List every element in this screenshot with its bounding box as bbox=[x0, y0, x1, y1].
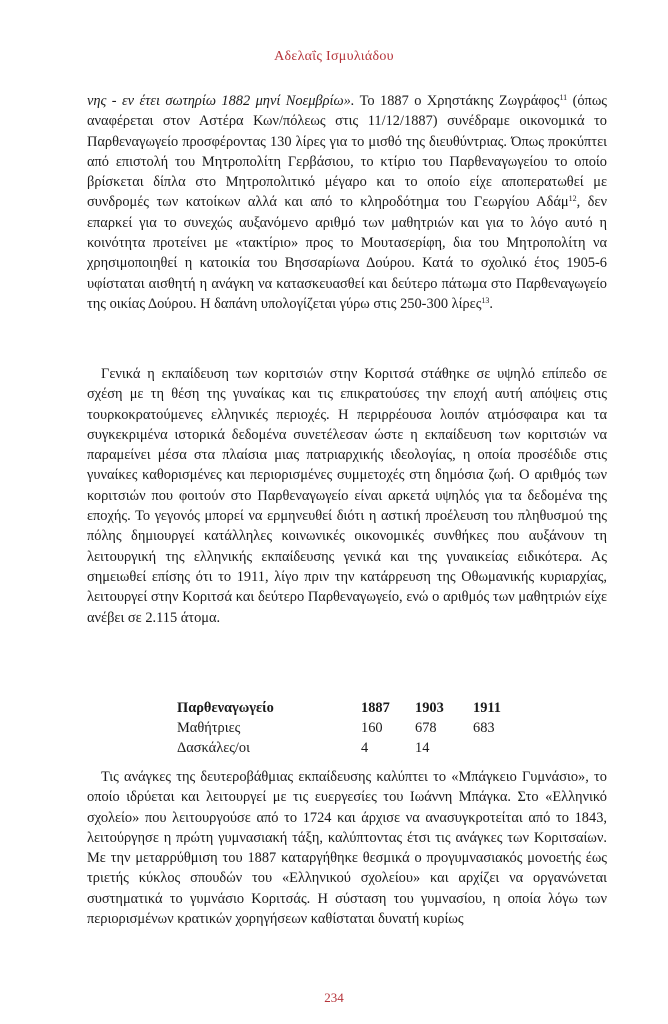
italic-quote: νης - εν έτει σωτηρίω 1882 μηνί Νοεμβρίω». bbox=[87, 93, 355, 109]
table-header-row bbox=[177, 698, 513, 718]
para1-text-3: , δεν επαρκεί για το συνεχώς αυξανόμενο αριθμό των μαθητριών και για το λόγο αυτό η κοινότητα προτείνει με «τακτίριο» προς το Μουτασερίφη, δια του Μητροπολίτη να χρησιμοποιηθεί η κατοικία του Βησσαρίωνα Δούρου. Κατά το σχολικό έτος 1905-6 υφίσταται αισθητή η ανάγκη να κατασκευασθεί και δεύτερο πάτωμα στο Παρθεναγωγείο της οικίας Δούρου. Η δαπάνη υπολογίζεται γύρω στις 250-300 λίρες bbox=[87, 194, 607, 312]
footnote-ref-13[interactable]: 13 bbox=[481, 295, 490, 305]
para1-text-2: (όπως αναφέρεται στον Αστέρα Κων/πόλεως στις 11/12/1887) συνέδραμε οικονομικά το Παρθεναγωγείο προσφέροντας 130 λίρες για το μισθό της διευθύντριας. Όπως προκύπτει από επιστολή του Μητροπολίτη Γερβάσιου, το κτίριο του Παρθεναγωγείου το οποίο βρίσκεται δίπλα στο Μητροπολιτικό μέγαρο και το οποίο είχε αποπερατωθεί με συνδρομές των κατοίκων αλλά και από το κληροδότημα του Γεωργίου Αδάμ bbox=[87, 93, 607, 211]
table-header-1911: 1911 bbox=[473, 699, 501, 716]
table-cell-label: Δασκάλες/οι bbox=[177, 739, 251, 756]
table-cell bbox=[473, 738, 513, 758]
page-number: 234 bbox=[324, 990, 344, 1005]
running-head-author: Αδελαΐς Ισμυλιάδου bbox=[274, 49, 394, 64]
paragraph-continuation bbox=[87, 91, 607, 314]
para3-text: Τις ανάγκες της δευτεροβάθμιας εκπαίδευσης καλύπτει το «Μπάγκειο Γυμνάσιο», το οποίο ιδρύεται και λειτουργεί με τις ευεργεσίες του Ιωάννη Μπάγκα. Στο «Ελληνικό σχολείο» που λειτουργούσε από το 1724 και άρχισε να ανασυγκροτείται από το 1843, λειτούργησε η πρώτη γυμνασιακή τάξη, καλύπτοντας έτσι τις ανάγκες των Κοριτσαίων. Με την μεταρρύθμιση του 1887 καταργήθηκε θεσμικά ο προγυμνασιακός μονοετής έως τριετής κύκλος σπουδών του «Ελληνικού σχολείου» και αρχίζει να οργανώνεται συστηματικά το γυμνάσιο Κοριτσάς. Η σύσταση του γυμνασίου, η οποία λόγω των περιορισμένων κρατικών χορηγήσεων καθίσταται δυνατή κυρίως bbox=[87, 769, 607, 928]
table-cell-label: Μαθήτριες bbox=[177, 719, 241, 736]
table-header-school: Παρθεναγωγείο bbox=[177, 699, 274, 716]
footnote-ref-11[interactable]: 11 bbox=[559, 93, 568, 102]
footnote-ref-12[interactable]: 12 bbox=[568, 194, 577, 204]
table-row bbox=[177, 738, 513, 758]
table-cell: 4 bbox=[361, 739, 369, 756]
enrollment-table bbox=[177, 698, 513, 758]
para1-text-1: Το 1887 ο Χρηστάκης Ζωγράφος bbox=[354, 93, 560, 109]
table-header-1903: 1903 bbox=[415, 699, 444, 716]
table-cell: 678 bbox=[415, 719, 437, 736]
paragraph-girls-education bbox=[87, 364, 607, 628]
para1-text-4: . bbox=[489, 295, 494, 312]
table-header-1887: 1887 bbox=[361, 699, 390, 716]
table-row bbox=[177, 718, 513, 738]
para2-text: Γενικά η εκπαίδευση των κοριτσιών στην Κοριτσά στάθηκε σε υψηλό επίπεδο σε σχέση με τη θέση της γυναίκας και τις επικρατούσες την εποχή αυτή απόψεις στις τουρκοκρατούμενες ελληνικές περιοχές. Η περιρρέουσα λοιπόν ατμόσφαιρα και τα συγκεκριμένα ιστορικά δεδομένα συνετέλεσαν ώστε η εκπαίδευση των κοριτσιών να παραμείνει μέσα στα πλαίσια μιας πατριαρχικής ιδεολογίας, η οποία προσέδιδε στις γυναίκες καθορισμένες και περιορισμένες συμμετοχές στη δημόσια ζωή. Ο αριθμός των κοριτσιών που φοιτούν στο Παρθεναγωγείο είναι αρκετά υψηλός για τα δεδομένα της εποχής. Το γεγονός μπορεί να ερμηνευθεί διότι η αστική προέλευση του πληθυσμού της πόλης δημιουργεί κατάλληλες κοινωνικές οικονομικές συνθήκες που αυξάνουν τη λειτουργική της ελληνικής εκπαίδευσης γενικά και της γυναικείας ειδικότερα. Ας σημειωθεί επίσης ότι το 1911, λίγο πριν την κατάρρευση της Οθωμανικής κυριαρχίας, λειτουργεί στην Κοριτσά και δεύτερο Παρθεναγωγείο, ενώ ο αριθμός των μαθητριών είχε ανέβει σε 2.115 άτομα. bbox=[87, 366, 607, 626]
table-cell: 14 bbox=[415, 739, 430, 756]
paragraph-secondary-education bbox=[87, 767, 607, 929]
table-cell: 160 bbox=[361, 719, 383, 736]
table-cell: 683 bbox=[473, 719, 495, 736]
